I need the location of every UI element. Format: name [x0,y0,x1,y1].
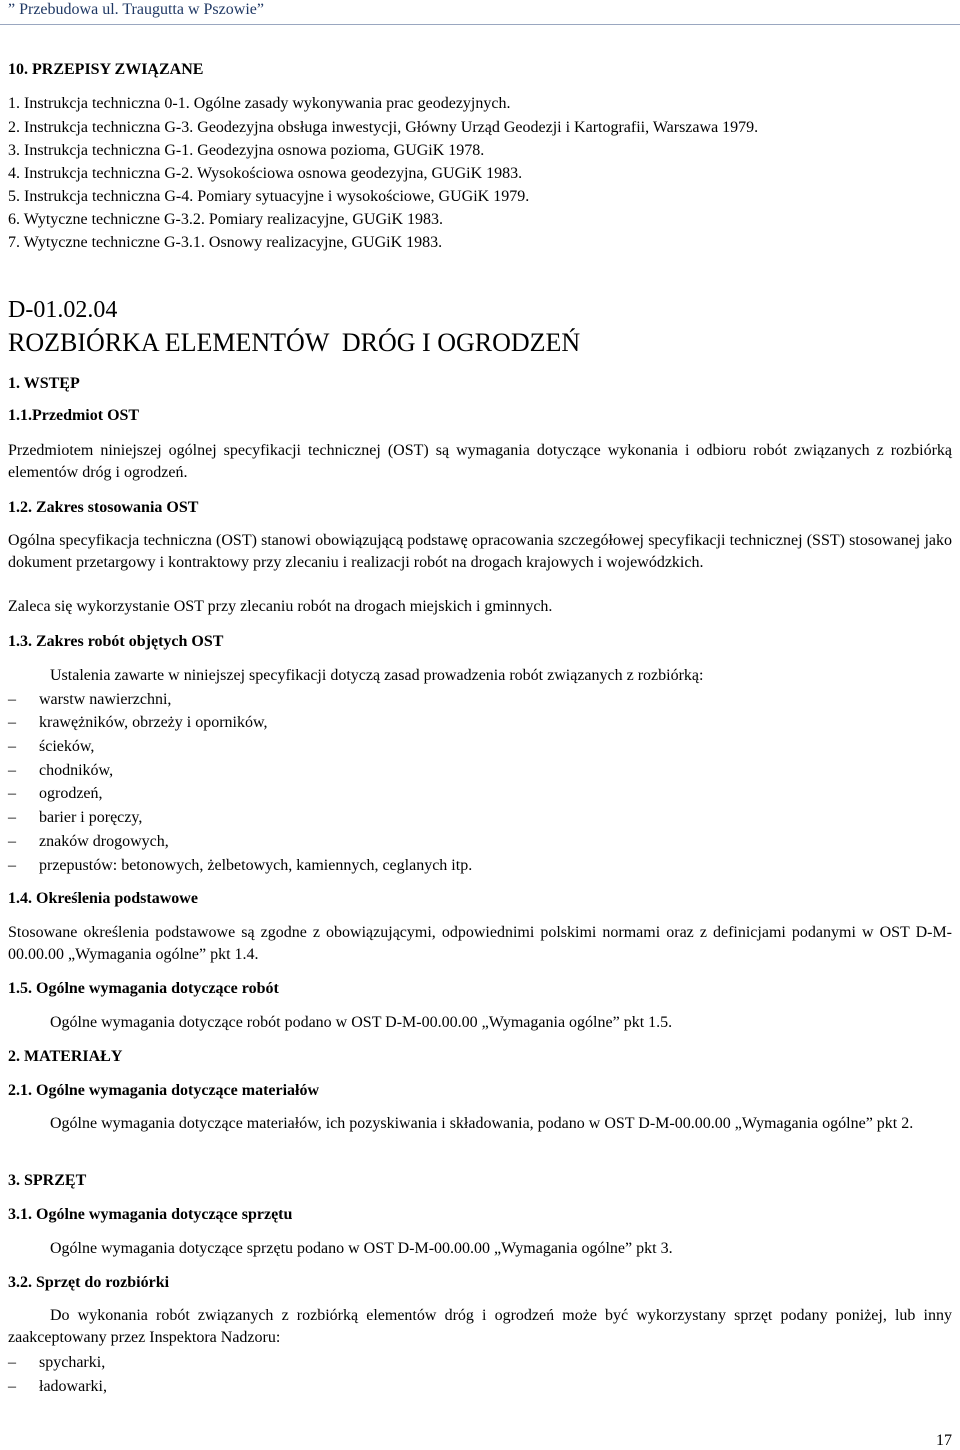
section-3-2-heading: 3.2. Sprzęt do rozbiórki [8,1274,170,1291]
list-item: – chodników, [8,762,114,779]
paragraph-3-2: Do wykonania robót związanych z rozbiórką elementów dróg i ogrodzeń może być wykorzystany sprzęt podany poniżej, lub inny zaakceptowany przez Inspektora Nadzoru: [8,1307,952,1346]
dash-icon: – [8,738,16,755]
dash-icon: – [8,857,16,874]
header-title: ” Przebudowa ul. Traugutta w Pszowie” [8,1,264,18]
dash-icon: – [8,1354,16,1371]
paragraph-1-5: Ogólne wymagania dotyczące robót podano w OST D-M-00.00.00 „Wymagania ogólne” pkt 1.5. [50,1014,673,1031]
list-item: 5. Instrukcja techniczna G-4. Pomiary sytuacyjne i wysokościowe, GUGiK 1979. [8,188,530,205]
paragraph-1-1: Przedmiotem niniejszej ogólnej specyfikacji technicznej (OST) są wymagania dotyczące wykonania i odbioru robót związanych z rozbiórką elementów dróg i ogrodzeń. [8,442,952,481]
section-1-2-heading: 1.2. Zakres stosowania OST [8,499,199,516]
paragraph-1-3: Ustalenia zawarte w niniejszej specyfikacji dotyczą zasad prowadzenia robót związanych z rozbiórką: [50,667,704,684]
page-header [0,0,960,25]
list-item: – przepustów: betonowych, żelbetowych, kamiennych, ceglanych itp. [8,857,473,874]
paragraph-2-1: Ogólne wymagania dotyczące materiałów, ich pozyskiwania i składowania, podano w OST D-M-00.00.00 „Wymagania ogólne” pkt 2. [50,1115,914,1132]
section-2-heading: 2. MATERIAŁY [8,1048,123,1065]
dash-icon: – [8,762,16,779]
section-1-3-heading: 1.3. Zakres robót objętych OST [8,633,224,650]
list-item: – ogrodzeń, [8,785,103,802]
paragraph-1-2b: Zaleca się wykorzystanie OST przy zlecaniu robót na drogach miejskich i gminnych. [8,598,553,615]
list-item: – spycharki, [8,1354,106,1371]
list-item: – ścieków, [8,738,95,755]
section-3-1-heading: 3.1. Ogólne wymagania dotyczące sprzętu [8,1206,293,1223]
section-2-1-heading: 2.1. Ogólne wymagania dotyczące materiałów [8,1082,320,1099]
section-1-5-heading: 1.5. Ogólne wymagania dotyczące robót [8,980,279,997]
list-item: 2. Instrukcja techniczna G-3. Geodezyjna obsługa inwestycji, Główny Urząd Geodezji i Kartografii, Warszawa 1979. [8,119,759,136]
section-1-1-heading: 1.1.Przedmiot OST [8,407,140,424]
list-item: 6. Wytyczne techniczne G-3.2. Pomiary realizacyjne, GUGiK 1983. [8,211,444,228]
dash-icon: – [8,691,16,708]
list-item: 4. Instrukcja techniczna G-2. Wysokościowa osnowa geodezyjna, GUGiK 1983. [8,165,523,182]
list-item: – barier i poręczy, [8,809,143,826]
dash-icon: – [8,785,16,802]
section-1-4-heading: 1.4. Określenia podstawowe [8,890,198,907]
section-10-heading: 10. PRZEPISY ZWIĄZANE [8,61,204,78]
list-item: – ładowarki, [8,1378,107,1395]
page-number: 17 [936,1432,952,1449]
list-item: – warstw nawierzchni, [8,691,172,708]
list-item: 1. Instrukcja techniczna 0-1. Ogólne zasady wykonywania prac geodezyjnych. [8,95,511,112]
section-3-heading: 3. SPRZĘT [8,1172,87,1189]
list-item: 7. Wytyczne techniczne G-3.1. Osnowy realizacyjne, GUGiK 1983. [8,234,443,251]
paragraph-1-2a: Ogólna specyfikacja techniczna (OST) stanowi obowiązującą podstawę opracowania szczegółowej specyfikacji technicznej (SST) stosowanej jako dokument przetargowy i kontraktowy przy zlecaniu i realizacji robót na drogach krajowych i wojewódzkich. [8,532,952,571]
list-item: – krawężników, obrzeży i oporników, [8,714,268,731]
list-item: 3. Instrukcja techniczna G-1. Geodezyjna osnowa pozioma, GUGiK 1978. [8,142,485,159]
paragraph-1-4: Stosowane określenia podstawowe są zgodne z obowiązującymi, odpowiednimi polskimi normami oraz z definicjami podanymi w OST D-M-00.00.00 „Wymagania ogólne” pkt 1.4. [8,924,952,963]
document-code: D-01.02.04 [8,297,118,323]
dash-icon: – [8,714,16,731]
dash-icon: – [8,833,16,850]
dash-icon: – [8,809,16,826]
document-title: ROZBIÓRKA ELEMENTÓW DRÓG I OGRODZEŃ [8,328,581,357]
dash-icon: – [8,1378,16,1395]
paragraph-3-1: Ogólne wymagania dotyczące sprzętu podano w OST D-M-00.00.00 „Wymagania ogólne” pkt 3. [50,1240,673,1257]
section-1-heading: 1. WSTĘP [8,375,80,392]
list-item: – znaków drogowych, [8,833,169,850]
